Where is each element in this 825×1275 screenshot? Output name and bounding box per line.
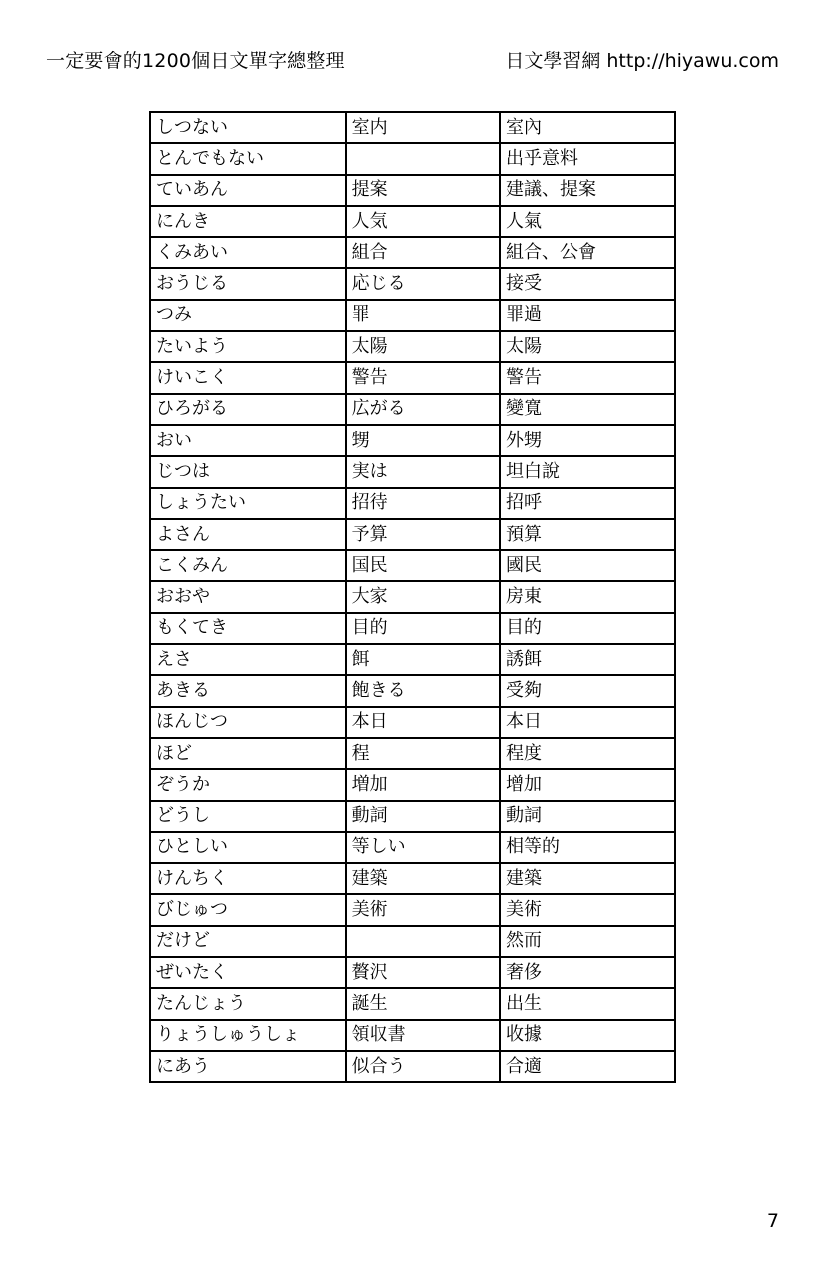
- chinese-cell: 合適: [500, 1051, 675, 1082]
- chinese-cell: 人氣: [500, 206, 675, 237]
- kana-cell: あきる: [150, 675, 346, 706]
- kana-cell: ぞうか: [150, 769, 346, 800]
- kana-cell: ひとしい: [150, 832, 346, 863]
- kana-cell: たいよう: [150, 331, 346, 362]
- document-title: 一定要會的1200個日文單字總整理: [46, 50, 345, 72]
- table-row: [150, 926, 675, 957]
- kana-cell: しつない: [150, 112, 346, 143]
- chinese-cell: 預算: [500, 519, 675, 550]
- kana-cell: びじゅつ: [150, 894, 346, 925]
- table-row: [150, 738, 675, 769]
- table-row: [150, 237, 675, 268]
- kanji-cell: 人気: [346, 206, 500, 237]
- chinese-cell: 罪過: [500, 300, 675, 331]
- chinese-cell: 外甥: [500, 425, 675, 456]
- table-row: [150, 707, 675, 738]
- chinese-cell: 建築: [500, 863, 675, 894]
- kanji-cell: 招待: [346, 488, 500, 519]
- table-row: [150, 112, 675, 143]
- chinese-cell: 房東: [500, 581, 675, 612]
- kana-cell: しょうたい: [150, 488, 346, 519]
- table-row: [150, 863, 675, 894]
- kana-cell: りょうしゅうしょ: [150, 1020, 346, 1051]
- table-row: [150, 613, 675, 644]
- kana-cell: くみあい: [150, 237, 346, 268]
- chinese-cell: 接受: [500, 268, 675, 299]
- chinese-cell: 程度: [500, 738, 675, 769]
- kanji-cell: 実は: [346, 456, 500, 487]
- chinese-cell: 出乎意料: [500, 143, 675, 174]
- chinese-cell: 國民: [500, 550, 675, 581]
- table-row: [150, 675, 675, 706]
- chinese-cell: 建議、提案: [500, 175, 675, 206]
- kana-cell: もくてき: [150, 613, 346, 644]
- table-row: [150, 1020, 675, 1051]
- chinese-cell: 動詞: [500, 801, 675, 832]
- kanji-cell: 室内: [346, 112, 500, 143]
- kanji-cell: 提案: [346, 175, 500, 206]
- chinese-cell: 招呼: [500, 488, 675, 519]
- kana-cell: よさん: [150, 519, 346, 550]
- kana-cell: じつは: [150, 456, 346, 487]
- kana-cell: どうし: [150, 801, 346, 832]
- page-number: 7: [766, 1210, 779, 1232]
- kanji-cell: 増加: [346, 769, 500, 800]
- chinese-cell: 然而: [500, 926, 675, 957]
- kana-cell: こくみん: [150, 550, 346, 581]
- chinese-cell: 組合、公會: [500, 237, 675, 268]
- table-row: [150, 832, 675, 863]
- table-row: [150, 394, 675, 425]
- kanji-cell: 甥: [346, 425, 500, 456]
- kanji-cell: 大家: [346, 581, 500, 612]
- table-row: [150, 550, 675, 581]
- chinese-cell: 美術: [500, 894, 675, 925]
- kanji-cell: 領収書: [346, 1020, 500, 1051]
- chinese-cell: 奢侈: [500, 957, 675, 988]
- chinese-cell: 本日: [500, 707, 675, 738]
- kanji-cell: 似合う: [346, 1051, 500, 1082]
- table-row: [150, 362, 675, 393]
- chinese-cell: 坦白說: [500, 456, 675, 487]
- kana-cell: おい: [150, 425, 346, 456]
- kana-cell: おおや: [150, 581, 346, 612]
- kanji-cell: 応じる: [346, 268, 500, 299]
- table-row: [150, 957, 675, 988]
- table-row: [150, 519, 675, 550]
- table-row: [150, 331, 675, 362]
- kanji-cell: 贅沢: [346, 957, 500, 988]
- chinese-cell: 室內: [500, 112, 675, 143]
- kana-cell: おうじる: [150, 268, 346, 299]
- chinese-cell: 太陽: [500, 331, 675, 362]
- chinese-cell: 受夠: [500, 675, 675, 706]
- kana-cell: たんじょう: [150, 988, 346, 1019]
- kanji-cell: 飽きる: [346, 675, 500, 706]
- kanji-cell: [346, 143, 500, 174]
- table-row: [150, 1051, 675, 1082]
- kanji-cell: 程: [346, 738, 500, 769]
- kanji-cell: 動詞: [346, 801, 500, 832]
- table-row: [150, 801, 675, 832]
- kanji-cell: 誕生: [346, 988, 500, 1019]
- table-row: [150, 175, 675, 206]
- kanji-cell: 餌: [346, 644, 500, 675]
- kana-cell: ぜいたく: [150, 957, 346, 988]
- table-row: [150, 894, 675, 925]
- kana-cell: けんちく: [150, 863, 346, 894]
- kanji-cell: 警告: [346, 362, 500, 393]
- chinese-cell: 收據: [500, 1020, 675, 1051]
- chinese-cell: 相等的: [500, 832, 675, 863]
- kanji-cell: 建築: [346, 863, 500, 894]
- kanji-cell: 予算: [346, 519, 500, 550]
- kana-cell: にんき: [150, 206, 346, 237]
- kana-cell: けいこく: [150, 362, 346, 393]
- table-row: [150, 268, 675, 299]
- kana-cell: ひろがる: [150, 394, 346, 425]
- kana-cell: つみ: [150, 300, 346, 331]
- vocabulary-table: [149, 111, 676, 1083]
- kanji-cell: [346, 926, 500, 957]
- table-row: [150, 300, 675, 331]
- table-row: [150, 581, 675, 612]
- chinese-cell: 出生: [500, 988, 675, 1019]
- kana-cell: とんでもない: [150, 143, 346, 174]
- kana-cell: ほど: [150, 738, 346, 769]
- kana-cell: にあう: [150, 1051, 346, 1082]
- chinese-cell: 變寬: [500, 394, 675, 425]
- table-row: [150, 769, 675, 800]
- kanji-cell: 本日: [346, 707, 500, 738]
- kanji-cell: 罪: [346, 300, 500, 331]
- kana-cell: だけど: [150, 926, 346, 957]
- kanji-cell: 広がる: [346, 394, 500, 425]
- kanji-cell: 目的: [346, 613, 500, 644]
- chinese-cell: 目的: [500, 613, 675, 644]
- table-row: [150, 488, 675, 519]
- vocabulary-table-body: [150, 112, 675, 1082]
- site-link: 日文學習網 http://hiyawu.com: [505, 50, 779, 72]
- table-row: [150, 143, 675, 174]
- table-row: [150, 425, 675, 456]
- kana-cell: ほんじつ: [150, 707, 346, 738]
- table-row: [150, 456, 675, 487]
- kana-cell: えさ: [150, 644, 346, 675]
- table-row: [150, 644, 675, 675]
- kanji-cell: 等しい: [346, 832, 500, 863]
- chinese-cell: 警告: [500, 362, 675, 393]
- kanji-cell: 国民: [346, 550, 500, 581]
- kana-cell: ていあん: [150, 175, 346, 206]
- chinese-cell: 增加: [500, 769, 675, 800]
- chinese-cell: 誘餌: [500, 644, 675, 675]
- table-row: [150, 988, 675, 1019]
- kanji-cell: 美術: [346, 894, 500, 925]
- table-row: [150, 206, 675, 237]
- kanji-cell: 組合: [346, 237, 500, 268]
- kanji-cell: 太陽: [346, 331, 500, 362]
